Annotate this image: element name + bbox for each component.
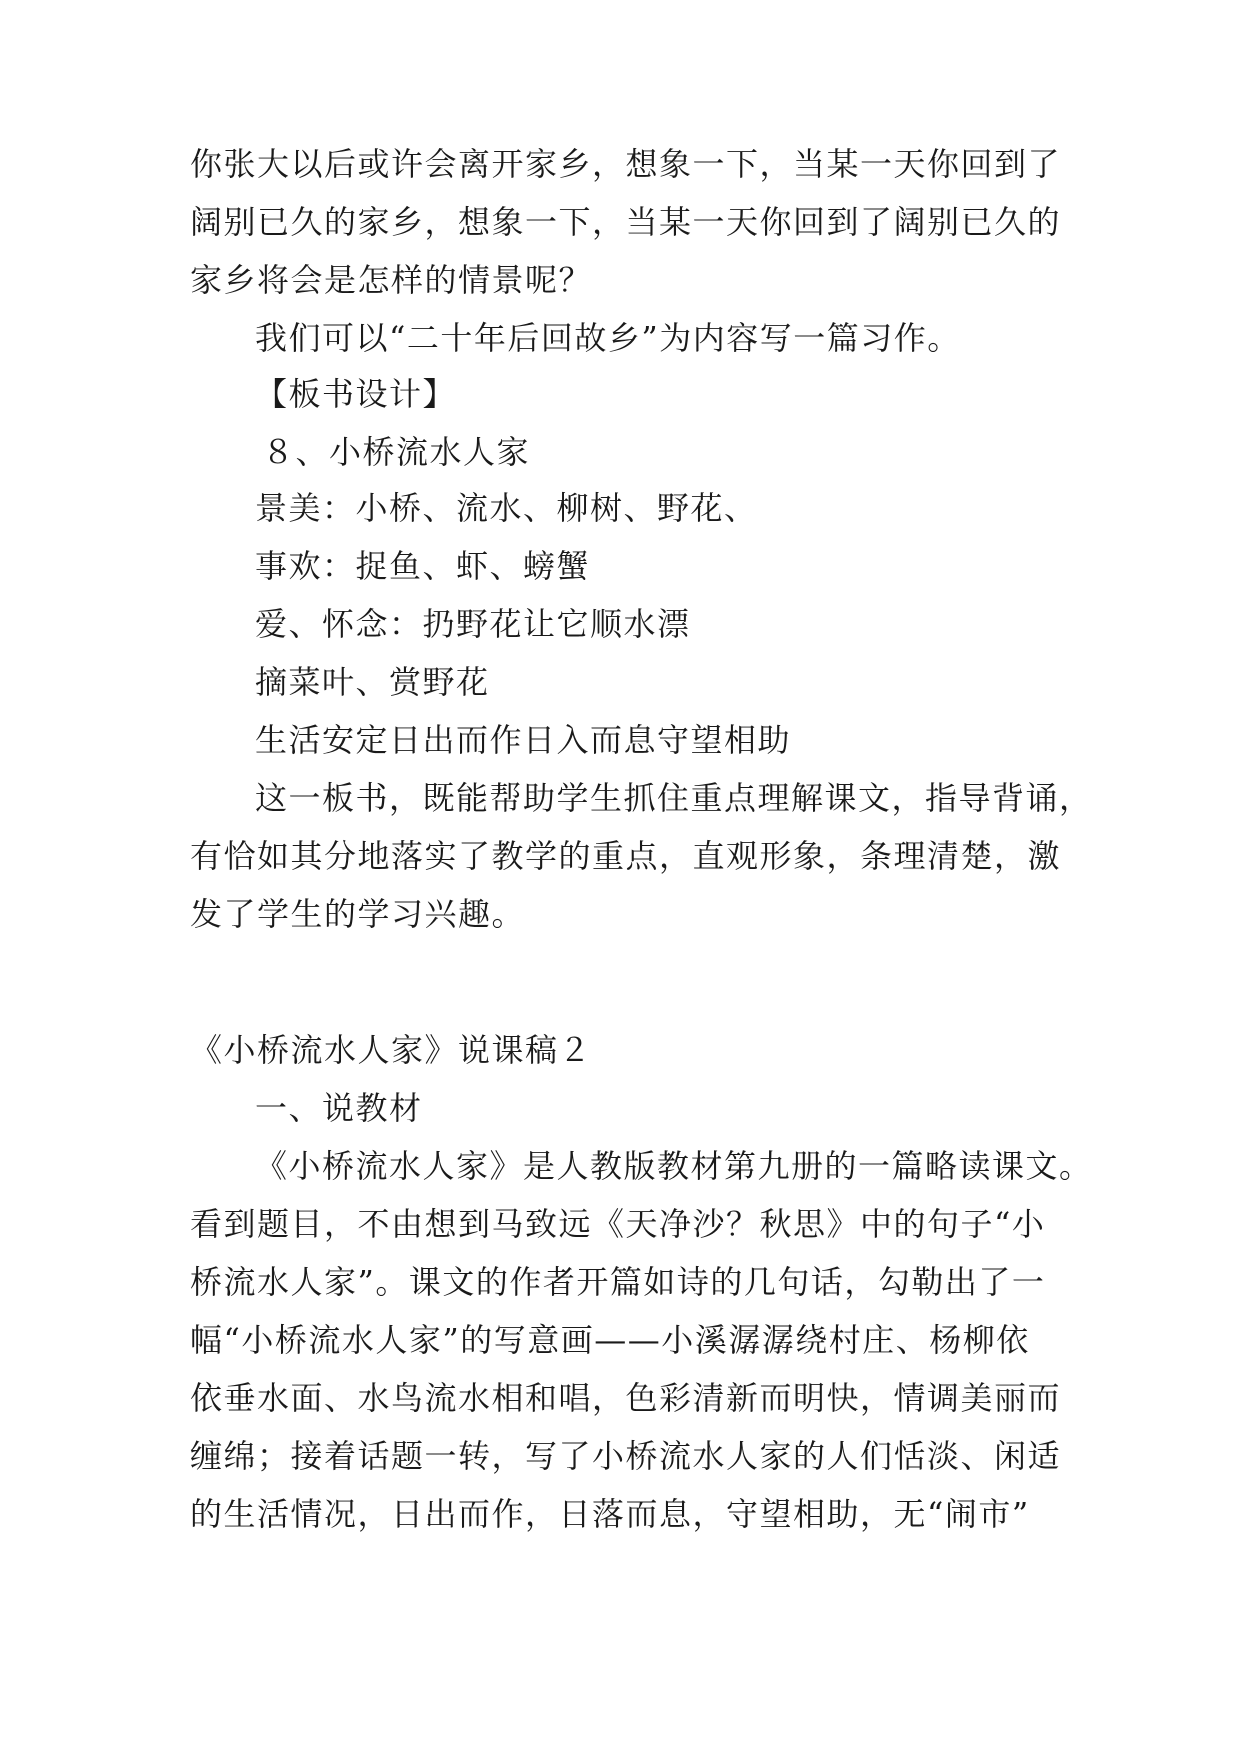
board-design-heading: 【板书设计】 [255, 375, 457, 413]
paragraph-line: 你张大以后或许会离开家乡，想象一下，当某一天你回到了 [190, 145, 1062, 183]
paragraph-line: 幅“小桥流水人家”的写意画——小溪潺潺绕村庄、杨柳依 [190, 1321, 1030, 1359]
paragraph-line: 阔别已久的家乡，想象一下，当某一天你回到了阔别已久的 [190, 203, 1062, 241]
paragraph-line: 有恰如其分地落实了教学的重点，直观形象，条理清楚，激 [190, 837, 1062, 875]
paragraph-line: 缠绵；接着话题一转，写了小桥流水人家的人们恬淡、闲适 [190, 1437, 1062, 1475]
board-design-line: 摘菜叶、赏野花 [255, 663, 490, 701]
paragraph-line: 《小桥流水人家》是人教版教材第九册的一篇略读课文。 [255, 1147, 1093, 1185]
board-design-line: 生活安定日出而作日入而息守望相助 [255, 721, 792, 759]
paragraph-line: 我们可以“二十年后回故乡”为内容写一篇习作。 [255, 319, 961, 357]
paragraph-line: 这一板书，既能帮助学生抓住重点理解课文，指导背诵， [255, 779, 1093, 817]
section-heading: 一、说教材 [255, 1089, 423, 1127]
paragraph-line: 看到题目，不由想到马致远《天净沙？秋思》中的句子“小 [190, 1205, 1046, 1243]
paragraph-line: 依垂水面、水鸟流水相和唱，色彩清新而明快，情调美丽而 [190, 1379, 1062, 1417]
board-design-line: 景美：小桥、流水、柳树、野花、 [255, 489, 758, 527]
section-title: 《小桥流水人家》说课稿２ [190, 1031, 593, 1069]
board-design-line: 爱、怀念：扔野花让它顺水漂 [255, 605, 691, 643]
paragraph-line: 的生活情况，日出而作，日落而息，守望相助，无“闹市” [190, 1495, 1030, 1533]
paragraph-line: 家乡将会是怎样的情景呢？ [190, 261, 593, 299]
paragraph-line: 发了学生的学习兴趣。 [190, 895, 526, 933]
board-design-line: 事欢：捉鱼、虾、螃蟹 [255, 547, 591, 585]
board-design-title: ８、小桥流水人家 [262, 433, 531, 471]
paragraph-line: 桥流水人家”。课文的作者开篇如诗的几句话，勾勒出了一 [190, 1263, 1046, 1301]
